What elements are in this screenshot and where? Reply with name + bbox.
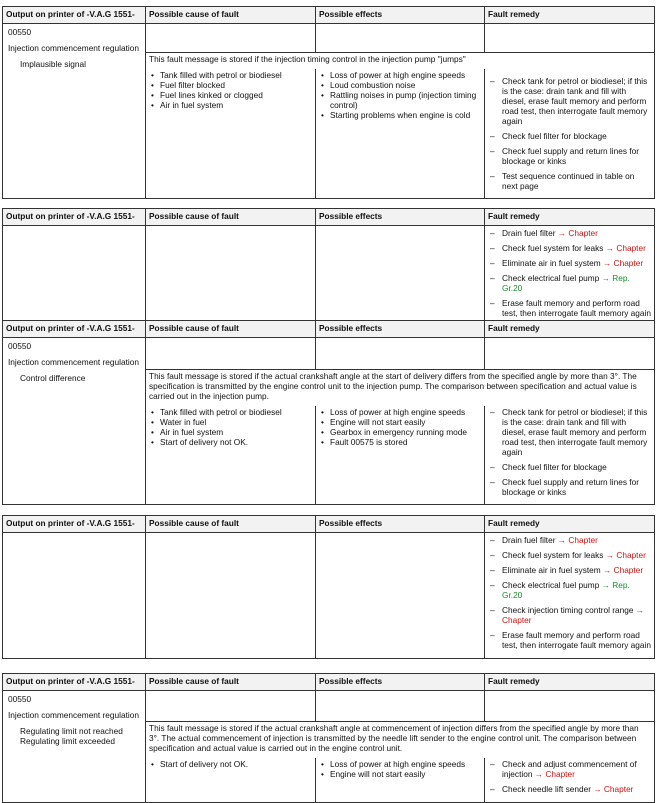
header-output: Output on printer of -V.A.G 1551-: [3, 516, 146, 533]
list-item: • Fault 00575 is stored: [319, 438, 481, 448]
header-remedy: Fault remedy: [485, 321, 655, 338]
effects-list: [316, 69, 485, 199]
remedy-list: [485, 533, 655, 659]
fault-subtype: Control difference: [20, 372, 86, 383]
fault-table-2: [2, 208, 655, 327]
header-output: Output on printer of -V.A.G 1551-: [3, 674, 146, 691]
list-item: • Air in fuel system: [149, 101, 312, 111]
list-item: • Tank filled with petrol or biodiesel: [149, 71, 312, 81]
fault-table-5: [2, 673, 655, 803]
fault-code: 00550: [8, 341, 32, 351]
chapter-link[interactable]: → Chapter: [602, 564, 644, 575]
chapter-link[interactable]: → Chapter: [602, 257, 644, 268]
chapter-link[interactable]: → Chapter: [605, 242, 646, 253]
chapter-link[interactable]: → Chapter: [534, 768, 575, 779]
list-item: • Fuel lines kinked or clogged: [149, 91, 312, 101]
fault-table-3: [2, 320, 655, 505]
list-item: • Rattling noises in pump (injection timing control): [319, 91, 481, 111]
header-output: Output on printer of -V.A.G 1551-: [3, 7, 146, 24]
remedy-list: [485, 406, 655, 505]
list-item: • Fuel filter blocked: [149, 81, 312, 91]
effects-list: [316, 758, 485, 802]
list-item: • Start of delivery not OK.: [149, 760, 312, 770]
list-item: – Drain fuel filter → Chapter: [488, 536, 651, 546]
chapter-link[interactable]: → Chapter: [502, 604, 645, 625]
list-item: – Test sequence continued in table on next page: [488, 172, 651, 192]
list-item: • Loss of power at high engine speeds: [319, 408, 481, 418]
fault-code: 00550: [8, 27, 32, 37]
table-header-row: [3, 516, 655, 533]
chapter-link[interactable]: → Chapter: [605, 549, 646, 560]
fault-identifier: [3, 338, 146, 505]
list-item: – Check electrical fuel pump → Rep. Gr.20: [488, 274, 651, 294]
fault-title: Injection commencement regulation: [8, 709, 139, 720]
list-item: • Water in fuel: [149, 418, 312, 428]
fault-description: This fault message is stored if the injection timing control in the injection pump "jumps": [149, 54, 466, 64]
list-item: – Eliminate air in fuel system → Chapter: [488, 566, 651, 576]
fault-title: Injection commencement regulation: [8, 356, 139, 367]
list-item: – Eliminate air in fuel system → Chapter: [488, 259, 651, 269]
list-item: – Check tank for petrol or biodiesel; if this is the case: drain tank and fill with diesel, erase fault memory and perform road test, then interrogate fault memory again: [488, 77, 651, 127]
table-header-row: [3, 209, 655, 226]
chapter-link[interactable]: → Chapter: [557, 228, 598, 238]
fault-subtype: Regulating limit exceeded: [20, 735, 116, 746]
list-item: – Check injection timing control range → Chapter: [488, 606, 651, 626]
list-item: – Erase fault memory and perform road test, then interrogate fault memory again: [488, 631, 651, 651]
header-output: Output on printer of -V.A.G 1551-: [3, 209, 146, 226]
table-header-row: [3, 674, 655, 691]
chapter-link[interactable]: → Chapter: [593, 783, 634, 794]
list-item: • Engine will not start easily: [319, 418, 481, 428]
header-cause: Possible cause of fault: [146, 7, 316, 24]
list-item: – Check fuel supply and return lines for blockage or kinks: [488, 147, 651, 167]
list-item: – Check fuel system for leaks → Chapter: [488, 551, 651, 561]
header-effects: Possible effects: [316, 321, 485, 338]
fault-table-4: [2, 515, 655, 659]
fault-code: 00550: [8, 694, 32, 704]
list-item: • Loss of power at high engine speeds: [319, 71, 481, 81]
list-item: – Check fuel filter for blockage: [488, 463, 651, 473]
header-effects: Possible effects: [316, 209, 485, 226]
fault-description: This fault message is stored if the actual crankshaft angle at the start of delivery differs from the specified angle by more than 3°. The specification is transmitted by the engine control unit to the injection pump. The comparison between specification and actual value is carried out in the injection pump.: [149, 371, 637, 401]
list-item: – Check needle lift sender → Chapter: [488, 785, 651, 795]
cause-list: [146, 758, 316, 802]
list-item: • Tank filled with petrol or biodiesel: [149, 408, 312, 418]
header-cause: Possible cause of fault: [146, 321, 316, 338]
list-item: • Loud combustion noise: [319, 81, 481, 91]
remedy-list: [485, 758, 655, 802]
list-item: • Gearbox in emergency running mode: [319, 428, 481, 438]
list-item: – Erase fault memory and perform road test, then interrogate fault memory again: [488, 299, 651, 319]
table-header-row: [3, 321, 655, 338]
list-item: – Check fuel system for leaks → Chapter: [488, 244, 651, 254]
list-item: • Loss of power at high engine speeds: [319, 760, 481, 770]
list-item: – Check fuel filter for blockage: [488, 132, 651, 142]
fault-subtype: Regulating limit not reached: [20, 725, 123, 736]
fault-title: Injection commencement regulation: [8, 42, 139, 53]
fault-description: This fault message is stored if the actual crankshaft angle at commencement of injection differs from the specified angle by more than 3°. The actual commencement of injection is transmitted by the needle lift sender to the engine control unit. The comparison between specification and actual value is carried out in the engine control unit.: [149, 723, 639, 753]
list-item: – Drain fuel filter → Chapter: [488, 229, 651, 239]
header-remedy: Fault remedy: [485, 674, 655, 691]
fault-table-1: [2, 6, 655, 199]
fault-subtype: Implausible signal: [20, 58, 86, 69]
remedy-list: [485, 226, 655, 327]
cause-list: [146, 69, 316, 199]
list-item: • Start of delivery not OK.: [149, 438, 312, 448]
cause-list: [146, 406, 316, 505]
fault-identifier: [3, 24, 146, 199]
list-item: – Check tank for petrol or biodiesel; if this is the case: drain tank and fill with diesel, erase fault memory and perform road test, then interrogate fault memory again: [488, 408, 651, 458]
remedy-list: [485, 69, 655, 199]
rep-group-link[interactable]: → Rep. Gr.20: [502, 579, 630, 600]
header-cause: Possible cause of fault: [146, 516, 316, 533]
header-cause: Possible cause of fault: [146, 209, 316, 226]
list-item: • Air in fuel system: [149, 428, 312, 438]
list-item: • Starting problems when engine is cold: [319, 111, 481, 121]
header-output: Output on printer of -V.A.G 1551-: [3, 321, 146, 338]
fault-identifier: [3, 691, 146, 803]
chapter-link[interactable]: → Chapter: [557, 535, 598, 545]
list-item: – Check fuel supply and return lines for blockage or kinks: [488, 478, 651, 498]
list-item: – Check and adjust commencement of injection → Chapter: [488, 760, 651, 780]
list-item: • Engine will not start easily: [319, 770, 481, 780]
header-effects: Possible effects: [316, 674, 485, 691]
table-header-row: [3, 7, 655, 24]
header-remedy: Fault remedy: [485, 7, 655, 24]
list-item: – Check electrical fuel pump → Rep. Gr.20: [488, 581, 651, 601]
header-remedy: Fault remedy: [485, 209, 655, 226]
header-remedy: Fault remedy: [485, 516, 655, 533]
rep-group-link[interactable]: → Rep. Gr.20: [502, 272, 630, 293]
header-effects: Possible effects: [316, 516, 485, 533]
header-cause: Possible cause of fault: [146, 674, 316, 691]
header-effects: Possible effects: [316, 7, 485, 24]
effects-list: [316, 406, 485, 505]
